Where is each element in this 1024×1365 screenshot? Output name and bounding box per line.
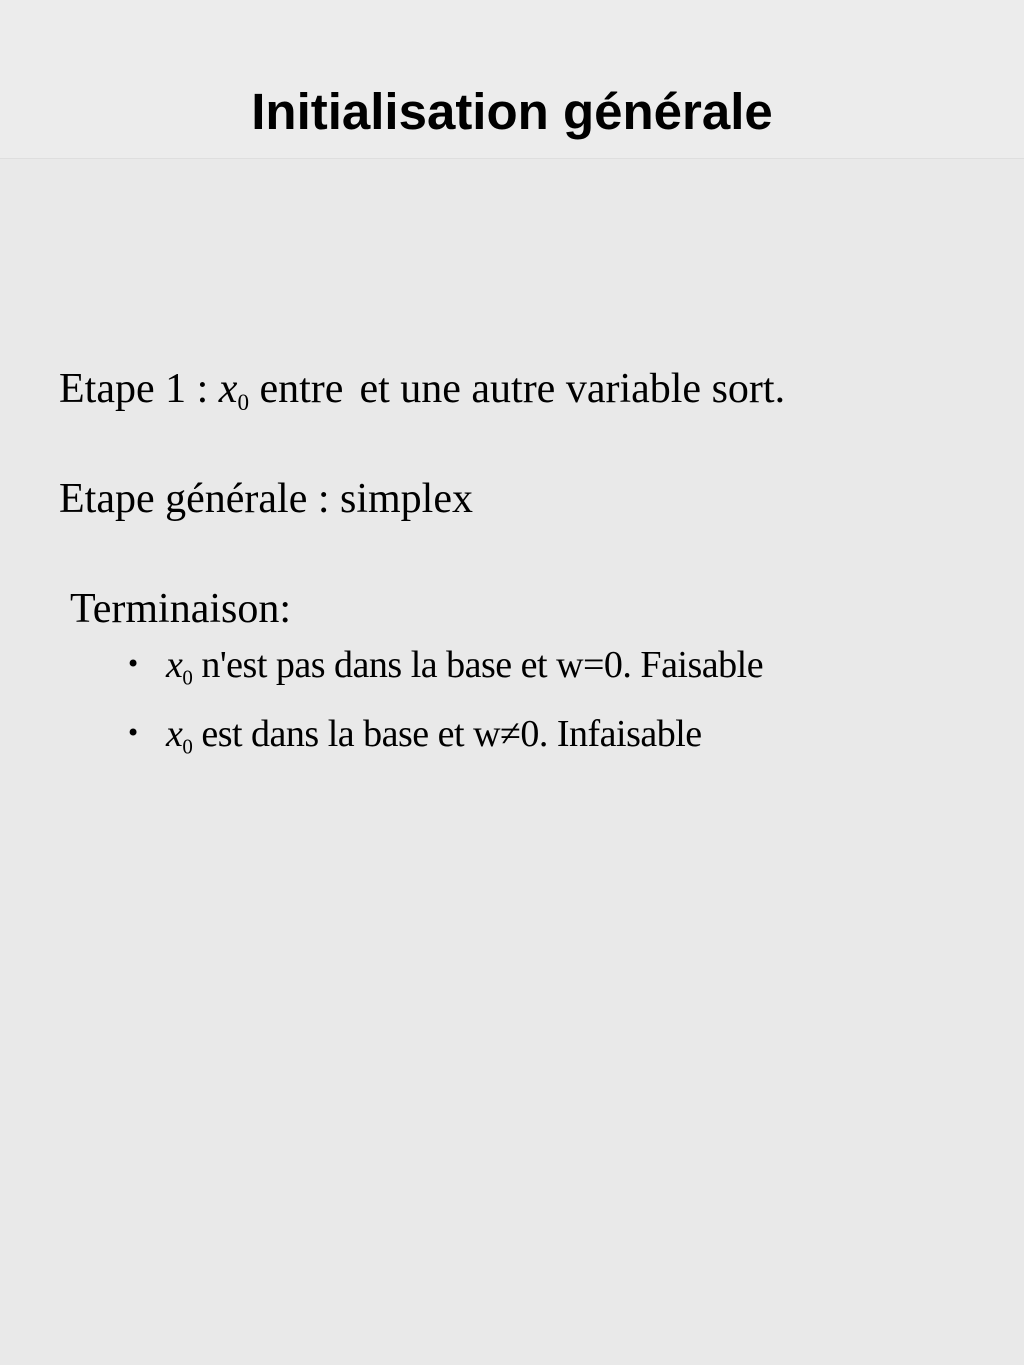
item-variable: $x_0$ (166, 644, 193, 690)
step1-entre: entre (259, 366, 344, 412)
item-text: n'est pas dans la base et w=0. Faisable (201, 644, 764, 686)
list-item (126, 636, 763, 705)
step1-subscript: 0 (237, 389, 249, 416)
title-bar (0, 0, 1024, 159)
item-text: est dans la base et w≠0. Infaisable (201, 713, 702, 756)
step1-line (59, 364, 785, 427)
list-item (126, 705, 763, 774)
step1-rest: et une autre variable sort. (359, 366, 786, 412)
item-variable: $x_0$ (166, 713, 193, 759)
termination-list (126, 636, 763, 775)
termination-heading: Terminaison: (70, 586, 292, 632)
step1-label: Etape 1 : (59, 366, 209, 412)
general-step-line: Etape générale : simplex (59, 476, 473, 522)
slide-title: Initialisation générale (251, 83, 773, 140)
bullet-icon: • (126, 650, 140, 678)
item-subscript: 0 (182, 665, 193, 690)
item-subscript: 0 (182, 734, 193, 759)
bullet-icon: • (126, 719, 140, 748)
step1-variable: $x_0$ (218, 366, 249, 416)
